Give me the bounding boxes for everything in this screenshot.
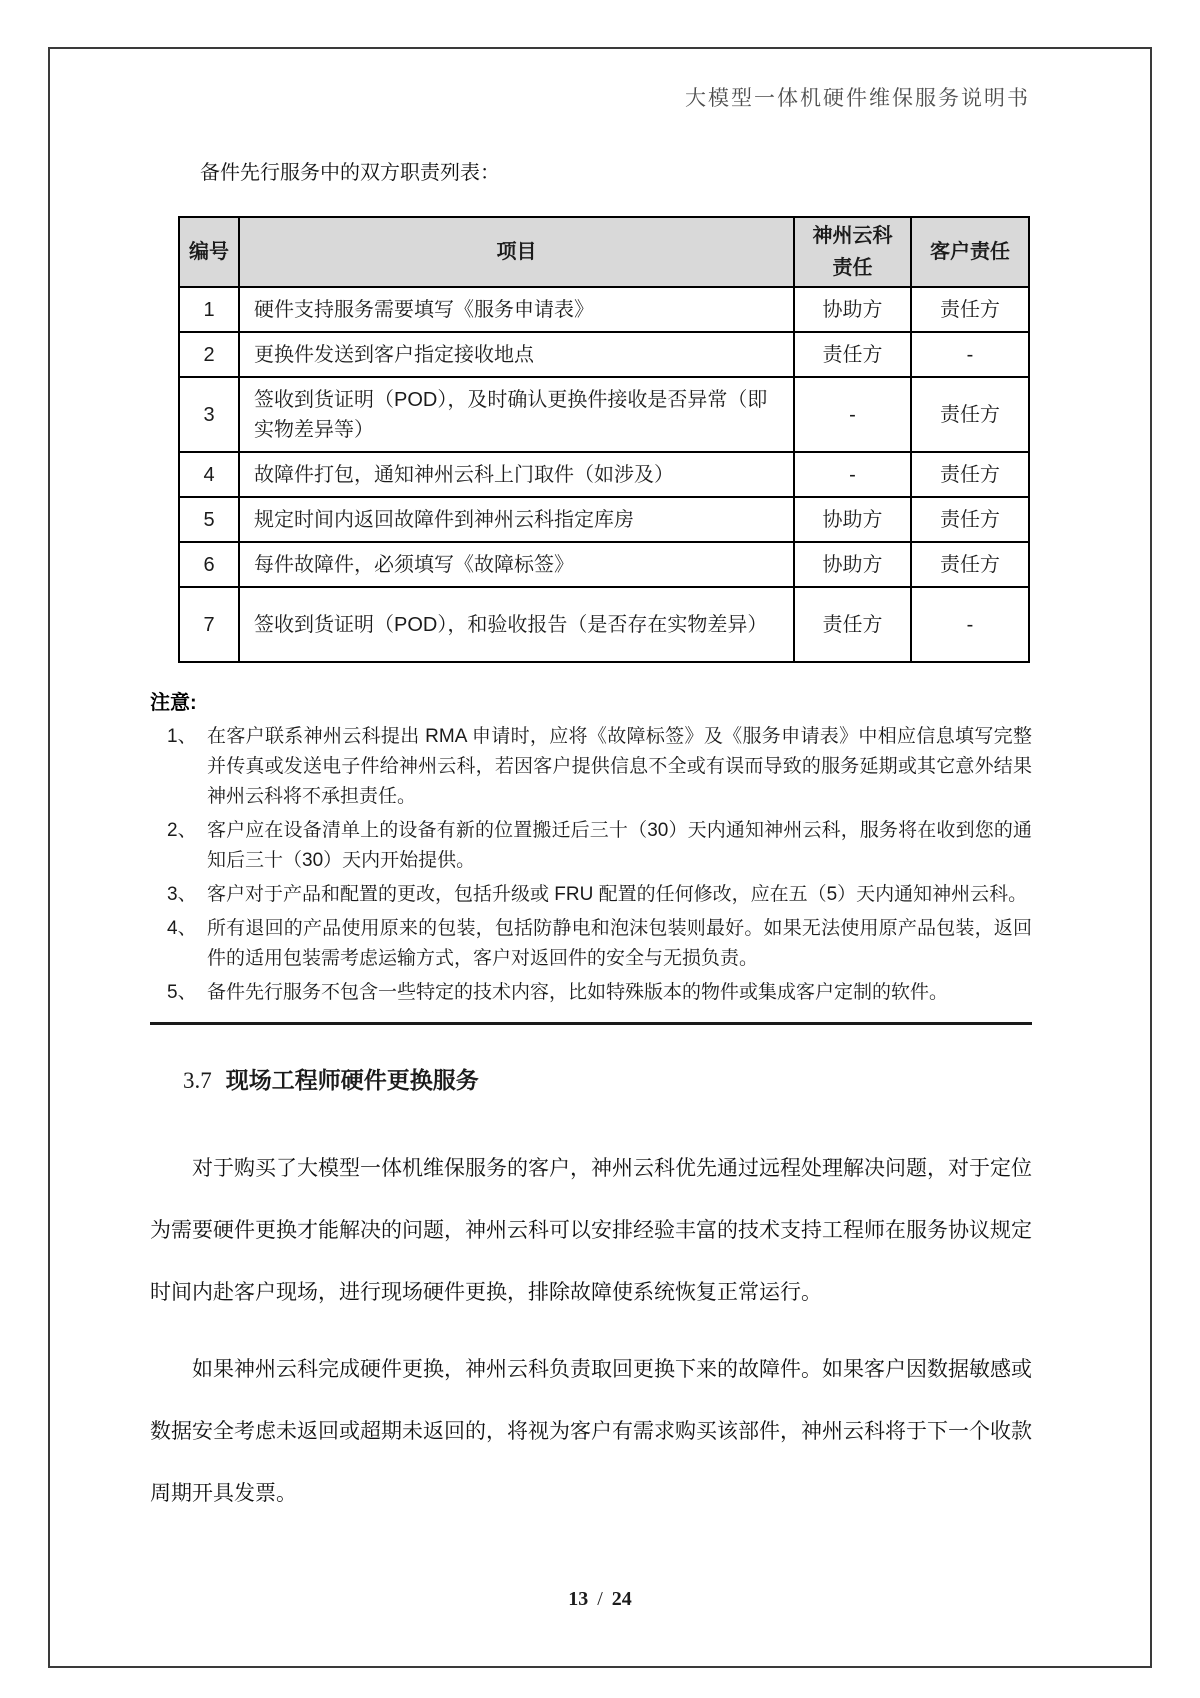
cell-number: 6	[179, 542, 239, 587]
note-text: 备件先行服务不包含一些特定的技术内容，比如特殊版本的物件或集成客户定制的软件。	[207, 982, 949, 1003]
cell-number: 4	[179, 452, 239, 497]
table-header-row	[179, 217, 1029, 287]
section-divider	[150, 1022, 1032, 1025]
header-cell-dck-responsibility	[794, 217, 911, 287]
cell-customer-responsibility: 责任方	[911, 377, 1029, 452]
page-separator: /	[597, 1588, 603, 1610]
page-footer	[0, 1588, 1200, 1611]
cell-dck-responsibility: 责任方	[794, 332, 911, 377]
note-item	[150, 816, 1032, 876]
cell-item: 更换件发送到客户指定接收地点	[239, 332, 794, 377]
cell-customer-responsibility: 责任方	[911, 452, 1029, 497]
cell-item: 硬件支持服务需要填写《服务申请表》	[239, 287, 794, 332]
note-number: 5、	[167, 982, 197, 1003]
cell-item: 故障件打包，通知神州云科上门取件（如涉及）	[239, 452, 794, 497]
note-text: 客户对于产品和配置的更改，包括升级或 FRU 配置的任何修改，应在五（5）天内通知神州云科。	[207, 884, 1028, 905]
cell-customer-responsibility: 责任方	[911, 542, 1029, 587]
note-item	[150, 880, 1032, 910]
cell-number: 5	[179, 497, 239, 542]
header-title: 大模型一体机硬件维保服务说明书	[685, 86, 1030, 110]
section-number: 3.7	[183, 1068, 212, 1093]
cell-customer-responsibility: 责任方	[911, 287, 1029, 332]
cell-dck-responsibility: -	[794, 377, 911, 452]
cell-item: 签收到货证明（POD），和验收报告（是否存在实物差异）	[239, 587, 794, 662]
cell-number: 7	[179, 587, 239, 662]
table-row	[179, 332, 1029, 377]
cell-customer-responsibility: 责任方	[911, 497, 1029, 542]
cell-dck-responsibility: 协助方	[794, 542, 911, 587]
cell-dck-responsibility: -	[794, 452, 911, 497]
note-number: 2、	[167, 820, 197, 841]
cell-customer-responsibility: -	[911, 332, 1029, 377]
header-cell-customer-responsibility: 客户责任	[911, 217, 1029, 287]
cell-number: 3	[179, 377, 239, 452]
notes-label: 注意:	[150, 692, 197, 714]
header-cell-number: 编号	[179, 217, 239, 287]
table-row	[179, 587, 1029, 662]
responsibilities-table	[178, 216, 1030, 663]
cell-dck-responsibility: 协助方	[794, 287, 911, 332]
header-cell-dck-label: 神州云科责任	[812, 225, 893, 279]
table-row	[179, 287, 1029, 332]
note-number: 3、	[167, 884, 197, 905]
cell-item: 签收到货证明（POD），及时确认更换件接收是否异常（即实物差异等）	[239, 377, 794, 452]
note-number: 4、	[167, 918, 197, 939]
body-paragraph-1: 对于购买了大模型一体机维保服务的客户，神州云科优先通过远程处理解决问题，对于定位为需要硬件更换才能解决的问题，神州云科可以安排经验丰富的技术支持工程师在服务协议规定时间内赴客户现场，进行现场硬件更换，排除故障使系统恢复正常运行。	[150, 1157, 1032, 1304]
note-number: 1、	[167, 726, 197, 747]
cell-customer-responsibility: -	[911, 587, 1029, 662]
cell-item: 规定时间内返回故障件到神州云科指定库房	[239, 497, 794, 542]
table-row	[179, 497, 1029, 542]
cell-dck-responsibility: 协助方	[794, 497, 911, 542]
notes-list	[150, 722, 1032, 1012]
header-cell-item: 项目	[239, 217, 794, 287]
section-title: 现场工程师硬件更换服务	[225, 1067, 479, 1093]
note-text: 所有退回的产品使用原来的包装，包括防静电和泡沫包装则最好。如果无法使用原产品包装，返回件的适用包装需考虑运输方式，客户对返回件的安全与无损负责。	[207, 918, 1032, 969]
cell-number: 2	[179, 332, 239, 377]
page-total: 24	[611, 1588, 632, 1610]
note-item	[150, 978, 1032, 1008]
page-number: 13	[568, 1588, 589, 1610]
table-row	[179, 377, 1029, 452]
cell-dck-responsibility: 责任方	[794, 587, 911, 662]
note-text: 客户应在设备清单上的设备有新的位置搬迁后三十（30）天内通知神州云科，服务将在收到您的通知后三十（30）天内开始提供。	[207, 820, 1032, 871]
table-row	[179, 542, 1029, 587]
intro-text: 备件先行服务中的双方职责列表：	[200, 162, 500, 184]
table-row	[179, 452, 1029, 497]
cell-number: 1	[179, 287, 239, 332]
body-paragraph-2: 如果神州云科完成硬件更换，神州云科负责取回更换下来的故障件。如果客户因数据敏感或数据安全考虑未返回或超期未返回的，将视为客户有需求购买该部件，神州云科将于下一个收款周期开具发票。	[150, 1358, 1032, 1505]
section-heading	[183, 1062, 479, 1095]
note-text: 在客户联系神州云科提出 RMA 申请时，应将《故障标签》及《服务申请表》中相应信息填写完整并传真或发送电子件给神州云科，若因客户提供信息不全或有误而导致的服务延期或其它意外结果神州云科将不承担责任。	[207, 726, 1032, 807]
note-item	[150, 914, 1032, 974]
cell-item: 每件故障件，必须填写《故障标签》	[239, 542, 794, 587]
note-item	[150, 722, 1032, 812]
